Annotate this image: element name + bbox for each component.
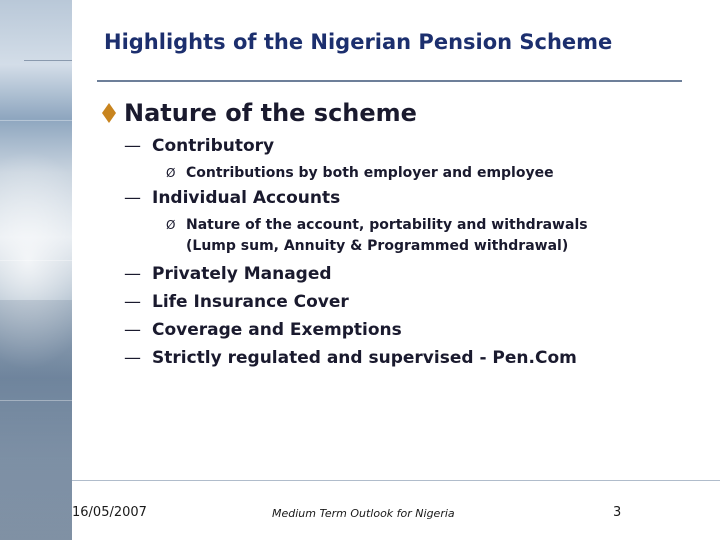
list-item-privately-managed [124, 264, 332, 284]
list-item-label: Privately Managed [152, 264, 332, 284]
dash-icon: — [124, 348, 141, 368]
dash-icon: — [124, 136, 141, 156]
title-left-rule [24, 60, 72, 61]
sub-item [166, 163, 554, 184]
list-item-regulated [124, 348, 577, 368]
sidebar-background-image [0, 0, 72, 540]
arrow-bullet-icon: Ø [166, 218, 176, 232]
page-number: 3 [613, 505, 622, 520]
main-heading-text: Nature of the scheme [124, 99, 417, 127]
sub-item-text-continued: (Lump sum, Annuity & Programmed withdrawal) [186, 238, 569, 254]
list-item-coverage [124, 320, 402, 340]
list-item-label: Life Insurance Cover [152, 292, 349, 312]
title-rule [97, 80, 682, 82]
slide-title: Highlights of the Nigerian Pension Scheme [104, 30, 613, 54]
list-item-label: Coverage and Exemptions [152, 320, 402, 340]
list-item-contributory [124, 136, 274, 156]
dash-icon: — [124, 320, 141, 340]
list-item-label: Strictly regulated and supervised - Pen.Com [152, 348, 577, 368]
arrow-bullet-icon: Ø [166, 166, 176, 180]
footer-title: Medium Term Outlook for Nigeria [272, 507, 455, 520]
sub-item [166, 215, 588, 257]
diamond-bullet-icon [102, 103, 116, 123]
list-item-life-insurance [124, 292, 349, 312]
list-item-label: Contributory [152, 136, 275, 156]
dash-icon: — [124, 264, 141, 284]
list-item-individual-accounts [124, 188, 340, 208]
dash-icon: — [124, 188, 141, 208]
sub-item-text: Nature of the account, portability and withdrawals [186, 217, 588, 233]
footer-rule [72, 480, 720, 481]
sub-item-text: Contributions by both employer and employee [186, 165, 554, 181]
footer-date: 16/05/2007 [72, 505, 147, 520]
list-item-label: Individual Accounts [152, 188, 341, 208]
dash-icon: — [124, 292, 141, 312]
main-heading [100, 99, 417, 127]
